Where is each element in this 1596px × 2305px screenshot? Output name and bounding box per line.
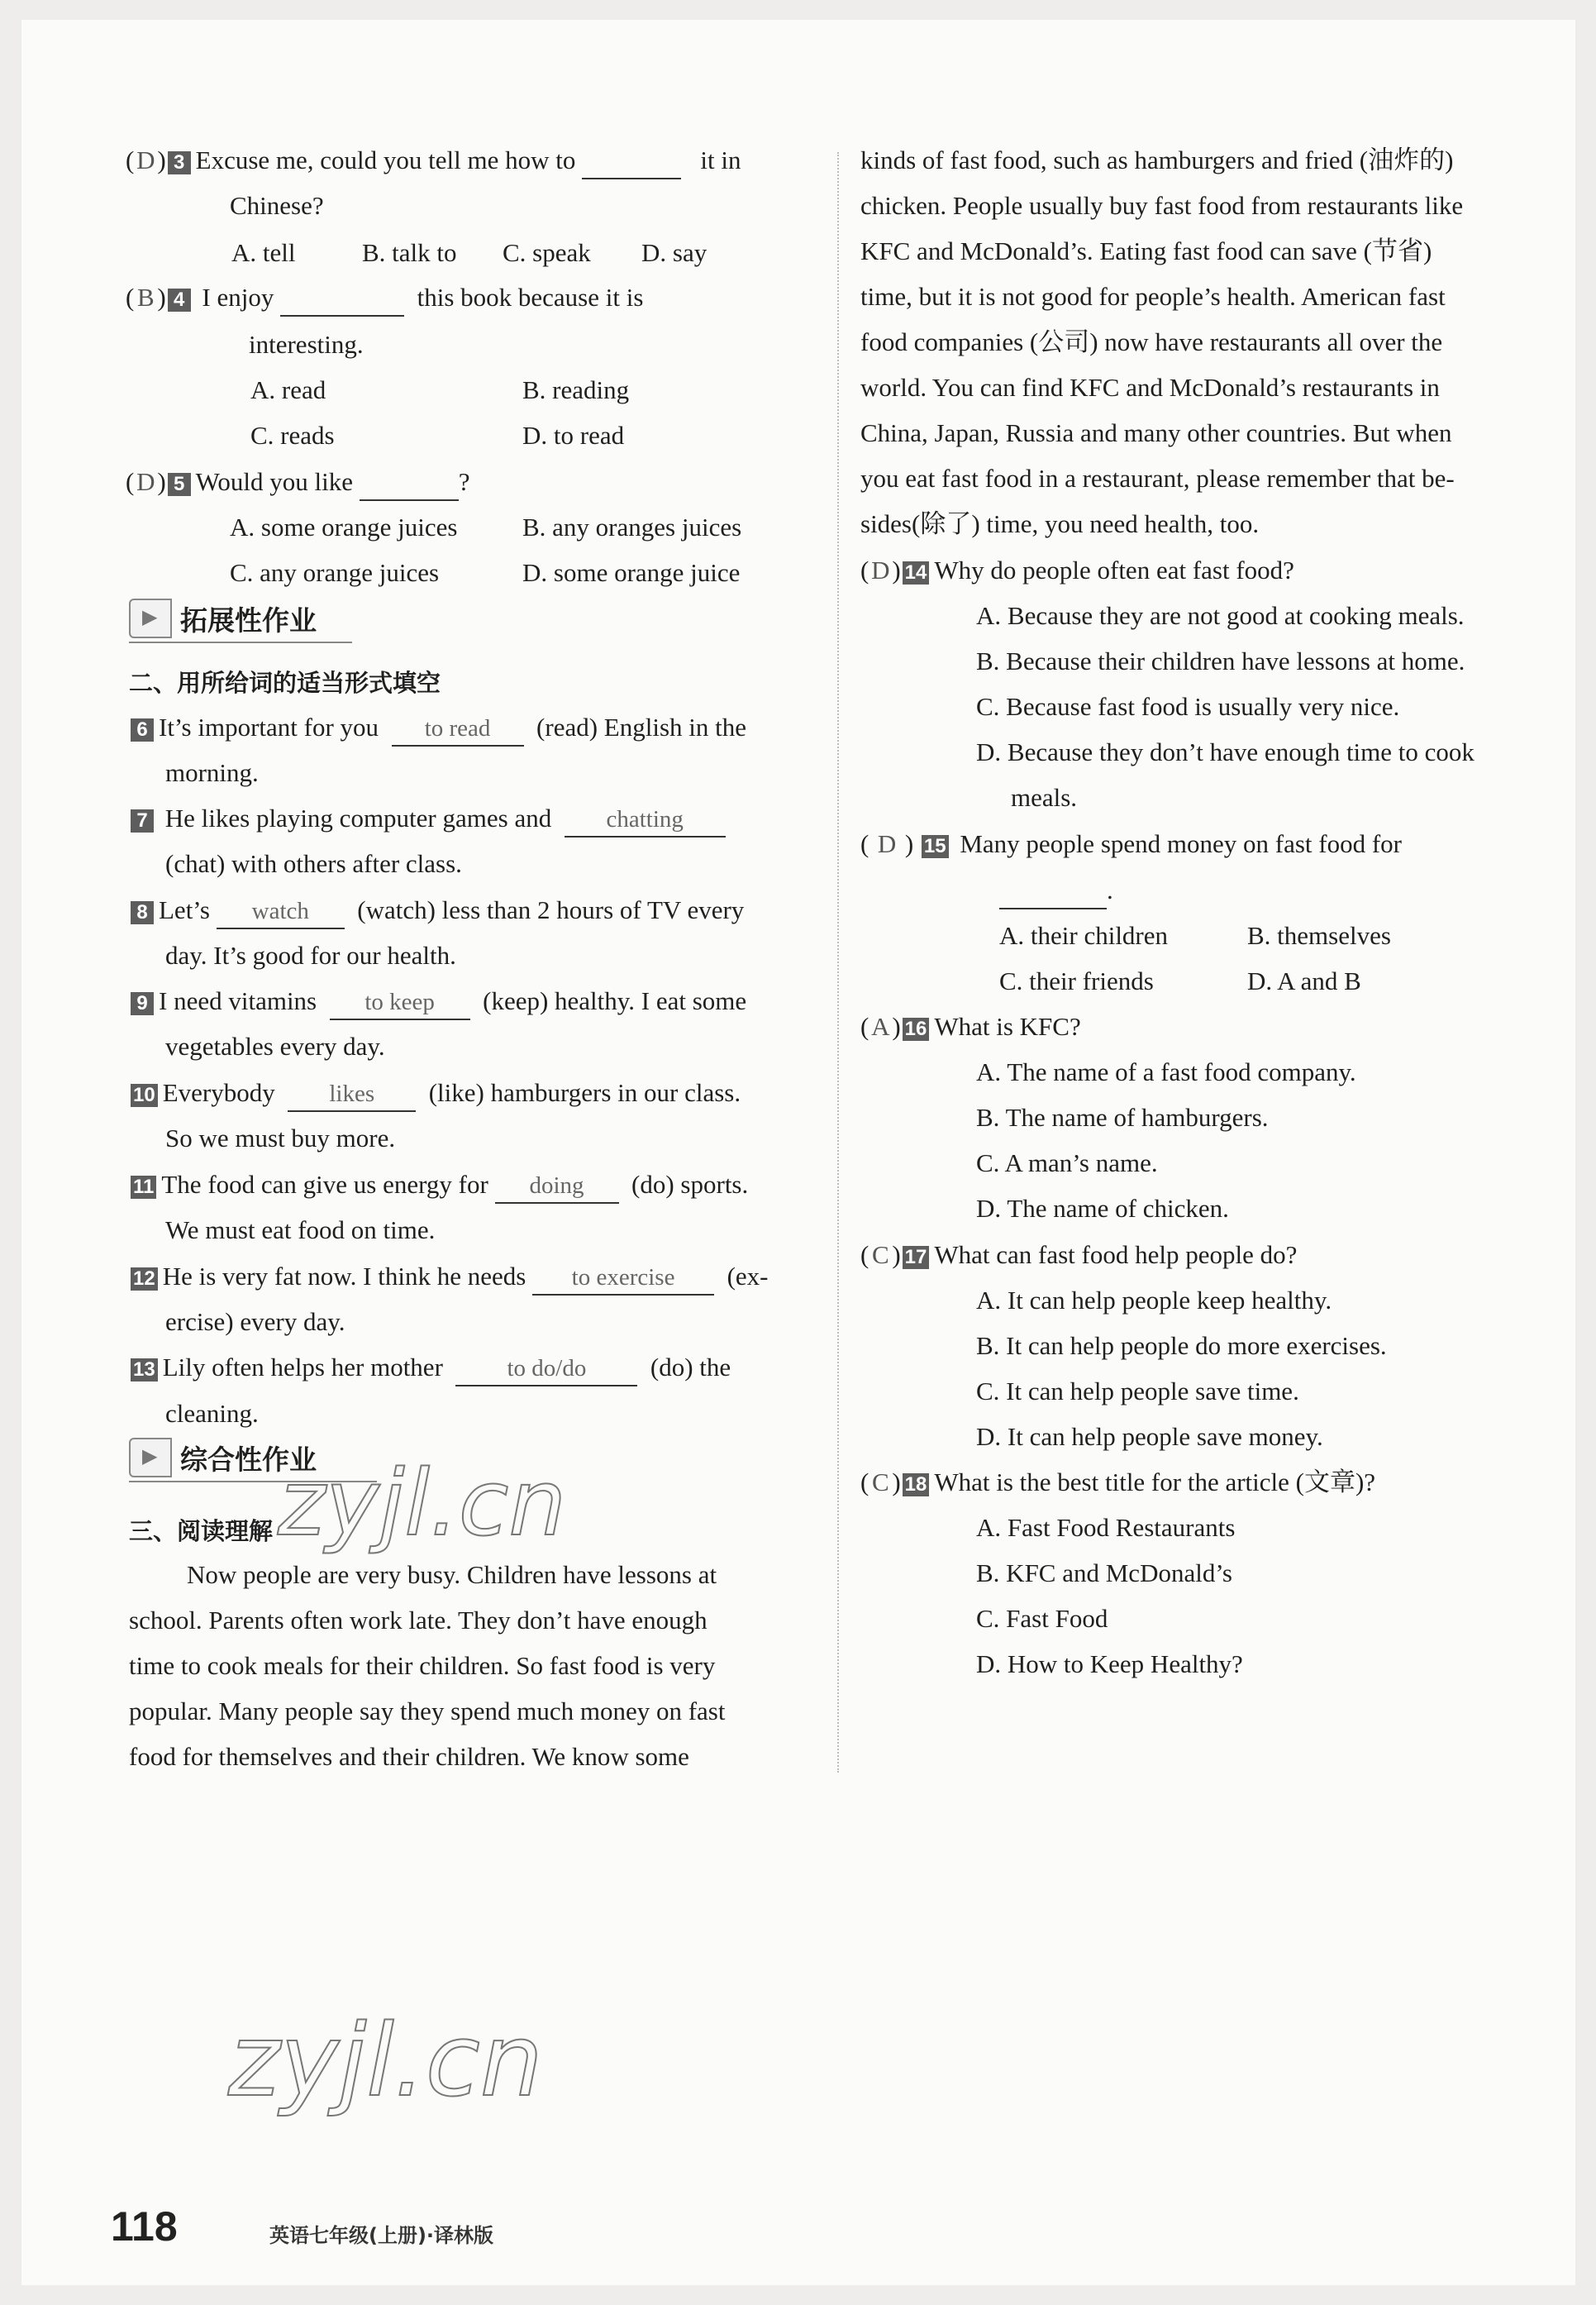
question-text: He is very fat now. I think he needs [162, 1262, 526, 1291]
page-number: 118 [111, 2203, 178, 2250]
question-text: Why do people often eat fast food? [934, 556, 1294, 585]
question-text: (do) sports. [631, 1170, 749, 1199]
question-number: 7 [131, 809, 154, 833]
question-number: 14 [903, 561, 930, 585]
question-number: 3 [168, 151, 191, 174]
passage-line: kinds of fast food, such as hamburgers and fried (油炸的) [860, 146, 1454, 174]
fill-item-12 [129, 1260, 768, 1296]
workbook-page [21, 20, 1575, 2285]
underline [129, 642, 352, 643]
fill-item-13 [129, 1351, 731, 1386]
question-15-blank [999, 874, 1113, 909]
passage-line: food companies (公司) now have restaurants all over the [860, 327, 1443, 356]
option-c: C. A man’s name. [976, 1148, 1158, 1177]
question-text: morning. [165, 758, 259, 787]
option-c: C. their friends [999, 966, 1154, 995]
option-b: B. Because their children have lessons at home. [976, 647, 1465, 675]
question-number: 4 [168, 289, 191, 312]
fill-item-6 [129, 711, 746, 747]
fill-item-9 [129, 985, 746, 1020]
question-text: interesting. [249, 330, 364, 359]
question-text: The food can give us energy for [161, 1170, 488, 1199]
option-d: D. How to Keep Healthy? [976, 1649, 1243, 1678]
question-number: 10 [131, 1084, 158, 1107]
question-text: it in [700, 146, 741, 174]
blank [280, 282, 404, 317]
question-text: cleaning. [165, 1399, 259, 1428]
question-14: (D) 14 Why do people often eat fast food? [860, 554, 1294, 587]
option-d: D. It can help people save money. [976, 1422, 1323, 1451]
fill-item-11 [129, 1168, 748, 1204]
option-c: C. Fast Food [976, 1604, 1108, 1633]
blank [999, 875, 1107, 909]
question-text: We must eat food on time. [165, 1215, 436, 1244]
passage-line: chicken. People usually buy fast food from restaurants like [860, 191, 1464, 220]
question-text: Let’s [159, 895, 210, 924]
question-15: ( D ) 15 Many people spend money on fast food for [860, 828, 1402, 861]
question-text: ercise) every day. [165, 1307, 345, 1336]
question-3: (D) 3 Excuse me, could you tell me how to it in [126, 144, 741, 179]
watermark: zyjl.cn [228, 2004, 543, 2119]
column-divider [837, 152, 839, 1773]
section-header-extension [129, 599, 352, 638]
option-a: A. It can help people keep healthy. [976, 1286, 1332, 1315]
question-number: 5 [168, 473, 191, 496]
question-number: 8 [131, 901, 154, 924]
option-b: B. KFC and McDonald’s [976, 1558, 1232, 1587]
question-text: Chinese? [230, 191, 324, 220]
option-b: B. talk to [362, 238, 457, 267]
answer: D [871, 556, 890, 585]
option-c: C. any orange juices [230, 558, 440, 587]
option-c: C. speak [503, 238, 591, 267]
question-number: 13 [131, 1358, 158, 1382]
passage-line: food for themselves and their children. We know some [129, 1742, 689, 1771]
fill-item-7: 7 He likes playing computer games and chatting [129, 802, 726, 838]
fill-item-10 [129, 1076, 741, 1112]
question-4: ( B ) 4 I enjoy this book because it is [126, 281, 643, 317]
question-text: (keep) healthy. I eat some [483, 986, 747, 1015]
question-text: (ex- [727, 1262, 769, 1291]
answer-blank: to do/do [455, 1352, 637, 1386]
option-c: C. reads [250, 421, 335, 450]
option-b: B. any oranges juices [522, 513, 742, 542]
question-16: (A) 16 What is KFC? [860, 1010, 1081, 1043]
question-text: this book because it is [417, 283, 644, 312]
question-text: (like) hamburgers in our class. [428, 1078, 741, 1107]
question-text: (read) English in the [536, 713, 746, 742]
passage-line: you eat fast food in a restaurant, please remember that be- [860, 464, 1455, 493]
answer-blank: to read [392, 712, 524, 747]
watermark: zyjl.cn [278, 1450, 567, 1556]
question-number: 17 [903, 1246, 930, 1269]
passage-line: Now people are very busy. Children have lessons at [187, 1560, 717, 1589]
passage-line: world. You can find KFC and McDonald’s restaurants in [860, 373, 1440, 402]
question-number: 11 [131, 1176, 156, 1199]
part-3-title: 三、阅读理解 [129, 1517, 274, 1545]
answer-blank: chatting [565, 803, 726, 838]
option-d-cont: meals. [1011, 783, 1078, 812]
question-number: 12 [131, 1267, 158, 1291]
options [231, 236, 707, 270]
fill-item-8 [129, 894, 744, 929]
option-a: A. their children [999, 921, 1169, 950]
passage-line: time, but it is not good for people’s health. American fast [860, 282, 1446, 311]
option-a: A. Because they are not good at cooking meals. [976, 601, 1465, 630]
passage-line: school. Parents often work late. They don’t have enough [129, 1606, 707, 1634]
answer: B [136, 283, 155, 312]
question-text: What is KFC? [934, 1012, 1081, 1041]
question-text: I need vitamins [159, 986, 317, 1015]
option-d: D. to read [522, 421, 625, 450]
section-title: 拓展性作业 [180, 604, 317, 637]
question-text: (chat) with others after class. [165, 849, 462, 878]
question-text: I enjoy [202, 283, 274, 312]
question-text: . [1107, 876, 1113, 904]
option-d: D. A and B [1247, 966, 1361, 995]
option-a: A. Fast Food Restaurants [976, 1513, 1236, 1542]
question-text: Many people spend money on fast food for [960, 829, 1402, 858]
part-2-title: 二、用所给词的适当形式填空 [129, 669, 441, 697]
question-text: So we must buy more. [165, 1124, 396, 1152]
question-text: (do) the [650, 1353, 731, 1382]
question-text: Lily often helps her mother [162, 1353, 443, 1382]
passage-line: time to cook meals for their children. So fast food is very [129, 1651, 716, 1680]
passage-line: popular. Many people say they spend much money on fast [129, 1697, 726, 1725]
question-number: 15 [922, 835, 949, 858]
question-number: 18 [903, 1473, 930, 1496]
option-b: B. reading [522, 375, 630, 404]
question-number: 9 [131, 992, 154, 1015]
answer-blank: watch [217, 895, 345, 929]
question-text: ? [458, 467, 470, 496]
question-17: ( C ) 17 What can fast food help people do? [860, 1238, 1297, 1272]
option-d: D. some orange juice [522, 558, 741, 587]
option-c: C. Because fast food is usually very nice. [976, 692, 1400, 721]
passage-line: KFC and McDonald’s. Eating fast food can save (节省) [860, 236, 1432, 265]
answer: C [871, 1240, 889, 1269]
answer: D [877, 829, 897, 858]
question-text: Excuse me, could you tell me how to [195, 146, 576, 174]
passage-line: sides(除了) time, you need health, too. [860, 509, 1260, 538]
option-d: D. say [641, 238, 707, 267]
answer: D [136, 467, 155, 496]
answer-blank: likes [288, 1077, 416, 1112]
option-a: A. some orange juices [230, 513, 458, 542]
question-text: (watch) less than 2 hours of TV every [357, 895, 745, 924]
question-text: It’s important for you [159, 713, 379, 742]
passage-line: China, Japan, Russia and many other countries. But when [860, 418, 1452, 447]
question-text: What is the best title for the article (文章)? [934, 1467, 1376, 1496]
section-title: 综合性作业 [180, 1443, 317, 1476]
question-text: vegetables every day. [165, 1032, 385, 1061]
option-a: A. read [250, 375, 326, 404]
option-b: B. The name of hamburgers. [976, 1103, 1269, 1132]
option-c: C. It can help people save time. [976, 1377, 1299, 1405]
question-text: day. It’s good for our health. [165, 941, 456, 970]
blank [582, 145, 681, 179]
option-b: B. It can help people do more exercises. [976, 1331, 1387, 1360]
question-number: 16 [903, 1018, 930, 1041]
question-18: ( C ) 18 What is the best title for the article (文章)? [860, 1466, 1375, 1499]
answer-blank: to exercise [532, 1261, 714, 1296]
footer-title: 英语七年级(上册)·译林版 [269, 2224, 494, 2247]
option-b: B. themselves [1247, 921, 1391, 950]
answer: D [136, 146, 155, 174]
question-5: (D) 5 Would you like ? [126, 465, 470, 501]
question-text: Would you like [195, 467, 354, 496]
answer: A [871, 1012, 890, 1041]
arrow-icon [129, 599, 172, 638]
question-text: What can fast food help people do? [934, 1240, 1298, 1269]
answer: C [871, 1467, 889, 1496]
option-d: D. The name of chicken. [976, 1194, 1229, 1223]
option-a: A. tell [231, 238, 296, 267]
option-d: D. Because they don’t have enough time to cook [976, 737, 1475, 766]
question-text: Everybody [162, 1078, 275, 1107]
answer-blank: to keep [330, 985, 470, 1020]
blank [360, 466, 459, 501]
answer-blank: doing [495, 1169, 619, 1204]
option-a: A. The name of a fast food company. [976, 1057, 1356, 1086]
arrow-icon [129, 1438, 172, 1477]
question-number: 6 [131, 718, 154, 742]
